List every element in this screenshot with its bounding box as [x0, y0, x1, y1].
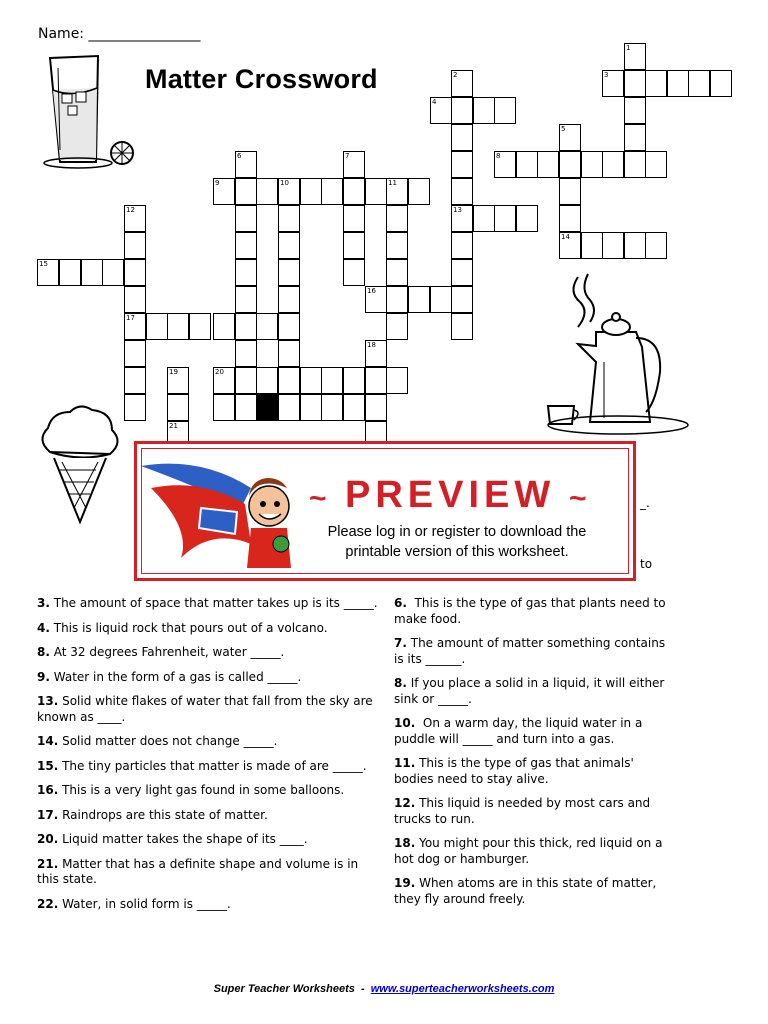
crossword-cell[interactable]: [624, 151, 646, 178]
preview-title: PREVIEW: [345, 474, 556, 516]
clue-num: 9.: [37, 669, 50, 684]
preview-banner: [134, 441, 636, 581]
clue-num: 14.: [37, 734, 59, 748]
crossword-cell[interactable]: [235, 286, 257, 313]
crossword-cell[interactable]: [278, 394, 300, 421]
crossword-cell[interactable]: [167, 394, 189, 421]
clue-item: [37, 857, 382, 888]
crossword-cell[interactable]: [408, 178, 430, 205]
crossword-cell[interactable]: [645, 70, 667, 97]
crossword-cell[interactable]: [710, 70, 732, 97]
crossword-cell[interactable]: [602, 151, 624, 178]
crossword-cell[interactable]: [624, 97, 646, 124]
across-clues: [37, 596, 382, 921]
clue-num: 18.: [394, 836, 416, 850]
clue-text: This is liquid rock that pours out of a volcano.: [49, 620, 328, 635]
clue-number: 16: [367, 287, 376, 295]
crossword-cell[interactable]: [473, 97, 495, 124]
crossword-cell[interactable]: [581, 232, 603, 259]
crossword-cell[interactable]: [624, 232, 646, 259]
crossword-cell[interactable]: [386, 367, 408, 394]
crossword-cell[interactable]: [124, 232, 146, 259]
crossword-cell[interactable]: [235, 340, 257, 367]
clue-item: [37, 897, 382, 913]
page-title: Matter Crossword: [145, 64, 378, 94]
clue-number: 17: [126, 314, 135, 322]
crossword-cell[interactable]: [581, 151, 603, 178]
crossword-cell[interactable]: [559, 232, 581, 259]
clue-item: [37, 759, 382, 775]
clue-num: 12.: [394, 796, 416, 810]
crossword-cell[interactable]: [189, 313, 211, 340]
crossword-cell[interactable]: [451, 124, 473, 151]
crossword-cell[interactable]: [321, 367, 343, 394]
crossword-cell[interactable]: [343, 151, 365, 178]
clue-num: 15.: [37, 758, 59, 773]
crossword-cell[interactable]: [124, 367, 146, 394]
crossword-cell[interactable]: [688, 70, 710, 97]
clue-item: [37, 832, 382, 848]
crossword-cell[interactable]: [386, 259, 408, 286]
crossword-cell[interactable]: [430, 97, 452, 124]
clue-num: 21.: [37, 856, 59, 871]
crossword-cell[interactable]: [300, 367, 322, 394]
crossword-cell[interactable]: [235, 313, 257, 340]
clue-item: [394, 636, 669, 667]
crossword-cell[interactable]: [408, 286, 430, 313]
crossword-cell[interactable]: [256, 394, 278, 421]
clue-item: [37, 783, 382, 799]
crossword-cell[interactable]: [516, 151, 538, 178]
crossword-cell[interactable]: [278, 313, 300, 340]
crossword-cell[interactable]: [235, 367, 257, 394]
clue-text: When atoms are in this state of matter, they fly around freely.: [394, 876, 661, 906]
crossword-cell[interactable]: [559, 178, 581, 205]
crossword-cell[interactable]: [235, 205, 257, 232]
crossword-cell[interactable]: [451, 286, 473, 313]
clue-item: [37, 808, 382, 824]
crossword-cell[interactable]: [167, 313, 189, 340]
clue-num: 3.: [37, 596, 50, 610]
clue-number: 12: [126, 206, 135, 214]
crossword-cell[interactable]: [278, 178, 300, 205]
clue-item: [394, 796, 666, 827]
clue-num: 8.: [394, 676, 407, 690]
crossword-cell[interactable]: [386, 286, 408, 313]
crossword-cell[interactable]: [235, 178, 257, 205]
crossword-cell[interactable]: [278, 340, 300, 367]
clue-text: If you place a solid in a liquid, it will either sink or _____.: [394, 676, 669, 706]
clue-num: 20.: [37, 832, 59, 846]
crossword-cell[interactable]: [235, 151, 257, 178]
crossword-cell[interactable]: [278, 286, 300, 313]
crossword-cell[interactable]: [451, 313, 473, 340]
crossword-cell[interactable]: [365, 394, 387, 421]
crossword-cell[interactable]: [645, 151, 667, 178]
crossword-cell[interactable]: [667, 70, 689, 97]
clue-text: At 32 degrees Fahrenheit, water _____.: [49, 645, 285, 659]
clue-number: 3: [604, 71, 609, 79]
name-field: Name: ________________: [38, 26, 201, 42]
crossword-cell[interactable]: [365, 286, 387, 313]
crossword-cell[interactable]: [386, 232, 408, 259]
crossword-cell[interactable]: [300, 178, 322, 205]
crossword-cell[interactable]: [124, 313, 146, 340]
down-clues: [394, 596, 670, 916]
crossword-cell[interactable]: [451, 232, 473, 259]
crossword-cell[interactable]: [473, 205, 495, 232]
clue-item: [394, 876, 666, 907]
crossword-cell[interactable]: [451, 151, 473, 178]
clue-text: On a warm day, the liquid water in a puddle will _____ and turn into a gas.: [394, 716, 647, 746]
crossword-cell[interactable]: [321, 394, 343, 421]
clue-text: This is the type of gas that animals' bodies need to stay alive.: [394, 756, 638, 786]
crossword-cell[interactable]: [37, 259, 59, 286]
clue-num: 11.: [394, 756, 416, 770]
clue-number: 2: [453, 71, 458, 79]
crossword-cell[interactable]: [343, 394, 365, 421]
clue-text: The amount of space that matter takes up is its _____.: [49, 596, 378, 610]
crossword-cell[interactable]: [451, 97, 473, 124]
tilde-right: ~: [569, 482, 587, 515]
clue-number: 5: [561, 125, 566, 133]
clue-number: 11: [388, 179, 397, 187]
coffee-pot-clipart: [538, 272, 698, 442]
crossword-cell[interactable]: [602, 232, 624, 259]
crossword-cell[interactable]: [213, 394, 235, 421]
crossword-cell[interactable]: [645, 232, 667, 259]
crossword-cell[interactable]: [494, 151, 516, 178]
crossword-cell[interactable]: [365, 340, 387, 367]
crossword-cell[interactable]: [278, 259, 300, 286]
footer: [0, 983, 768, 995]
clue-item: [37, 596, 382, 612]
crossword-cell[interactable]: [559, 205, 581, 232]
crossword-cell[interactable]: [559, 151, 581, 178]
crossword-cell[interactable]: [102, 259, 124, 286]
clue-item: [394, 676, 669, 707]
clue-number: 20: [215, 368, 224, 376]
crossword-cell[interactable]: [537, 151, 559, 178]
crossword-cell[interactable]: [256, 367, 278, 394]
preview-message: Please log in or register to download the printable version of this worksheet.: [327, 524, 587, 560]
clue-item: [37, 621, 382, 637]
clue-number: 13: [453, 206, 462, 214]
clue-text: Water in the form of a gas is called _____.: [49, 669, 302, 684]
footer-link[interactable]: www.superteacherworksheets.com: [370, 983, 555, 995]
crossword-cell[interactable]: [343, 232, 365, 259]
clue-number: 21: [169, 422, 178, 430]
clue-number: 1: [626, 44, 631, 52]
crossword-cell[interactable]: [124, 205, 146, 232]
crossword-cell[interactable]: [386, 205, 408, 232]
clue-num: 16.: [37, 783, 59, 797]
crossword-cell[interactable]: [278, 367, 300, 394]
clue-text: Matter that has a definite shape and volume is in this state.: [37, 856, 362, 886]
clue-text: The tiny particles that matter is made of are _____.: [58, 758, 367, 773]
crossword-cell[interactable]: [300, 394, 322, 421]
clue-num: 19.: [394, 876, 416, 890]
crossword-cell[interactable]: [451, 259, 473, 286]
crossword-cell[interactable]: [624, 124, 646, 151]
clue-text: The amount of matter something contains is its ______.: [394, 636, 669, 666]
crossword-cell[interactable]: [213, 313, 235, 340]
crossword-cell[interactable]: [343, 205, 365, 232]
crossword-cell[interactable]: [451, 178, 473, 205]
clue-num: 8.: [37, 645, 50, 659]
clue-text: This liquid is needed by most cars and trucks to run.: [394, 796, 654, 826]
crossword-cell[interactable]: [213, 178, 235, 205]
crossword-cell[interactable]: [386, 178, 408, 205]
clue-text: You might pour this thick, red liquid on a hot dog or hamburger.: [394, 836, 667, 866]
clue-num: 13.: [37, 694, 59, 708]
crossword-cell[interactable]: [278, 205, 300, 232]
crossword-cell[interactable]: [559, 124, 581, 151]
crossword-cell[interactable]: [256, 178, 278, 205]
footer-brand: Super Teacher Worksheets: [213, 983, 355, 995]
tilde-left: ~: [309, 482, 327, 515]
clue-text: Solid matter does not change _____.: [58, 734, 278, 748]
clue-number: 10: [280, 179, 289, 187]
crossword-cell[interactable]: [124, 340, 146, 367]
crossword-cell[interactable]: [213, 367, 235, 394]
crossword-cell[interactable]: [59, 259, 81, 286]
clue-num: 6.: [394, 596, 407, 610]
clue-text: This is the type of gas that plants need to make food.: [394, 596, 670, 626]
crossword-cell[interactable]: [343, 178, 365, 205]
to-fragment: to: [640, 557, 653, 571]
clue-num: 10.: [394, 716, 416, 730]
clue-number: 8: [496, 152, 501, 160]
clue-number: 7: [345, 152, 350, 160]
crossword-cell[interactable]: [124, 286, 146, 313]
clue-num: 4.: [37, 620, 50, 635]
superhero-mascot-icon: [141, 448, 301, 576]
crossword-cell[interactable]: [124, 259, 146, 286]
clue-number: 6: [237, 152, 242, 160]
clue-text: Liquid matter takes the shape of its ____.: [58, 832, 308, 846]
clue-text: Water, in solid form is _____.: [58, 896, 231, 911]
clue-number: 18: [367, 341, 376, 349]
clue-num: 22.: [37, 896, 59, 911]
crossword-cell[interactable]: [235, 394, 257, 421]
crossword-cell[interactable]: [343, 367, 365, 394]
crossword-cell[interactable]: [494, 205, 516, 232]
crossword-cell[interactable]: [365, 178, 387, 205]
crossword-cell[interactable]: [124, 394, 146, 421]
dot-fragment: _.: [640, 496, 650, 510]
clue-text: Solid white flakes of water that fall from the sky are known as ____.: [37, 694, 377, 724]
crossword-cell[interactable]: [278, 232, 300, 259]
clue-number: 14: [561, 233, 570, 241]
crossword-cell[interactable]: [451, 70, 473, 97]
crossword-cell[interactable]: [167, 367, 189, 394]
clue-number: 15: [39, 260, 48, 268]
crossword-cell[interactable]: [365, 367, 387, 394]
crossword-cell[interactable]: [386, 313, 408, 340]
crossword-cell[interactable]: [235, 232, 257, 259]
clue-item: [37, 645, 382, 661]
clue-item: [394, 596, 670, 627]
clue-item: [37, 670, 382, 686]
crossword-cell[interactable]: [494, 97, 516, 124]
crossword-cell[interactable]: [343, 259, 365, 286]
clue-item: [394, 756, 666, 787]
clue-num: 7.: [394, 636, 407, 650]
crossword-cell[interactable]: [256, 313, 278, 340]
crossword-cell[interactable]: [602, 70, 624, 97]
crossword-cell[interactable]: [516, 205, 538, 232]
crossword-cell[interactable]: [146, 313, 168, 340]
clue-text: Raindrops are this state of matter.: [58, 807, 268, 822]
clue-number: 4: [432, 98, 437, 106]
clue-item: [37, 734, 382, 750]
crossword-cell[interactable]: [321, 178, 343, 205]
clue-number: 9: [215, 179, 220, 187]
crossword-cell[interactable]: [81, 259, 103, 286]
clue-text: This is a very light gas found in some balloons.: [58, 783, 345, 797]
lemonade-glass-clipart: [38, 50, 138, 175]
clue-item: [37, 694, 382, 725]
crossword-cell[interactable]: [235, 259, 257, 286]
clue-number: 19: [169, 368, 178, 376]
crossword-cell[interactable]: [430, 286, 452, 313]
ice-cream-clipart: [30, 400, 130, 525]
crossword-cell[interactable]: [624, 43, 646, 70]
footer-separator: -: [354, 983, 371, 995]
clue-item: [394, 836, 666, 867]
crossword-cell[interactable]: [624, 70, 646, 97]
crossword-cell[interactable]: [451, 205, 473, 232]
clue-num: 17.: [37, 807, 59, 822]
clue-item: [394, 716, 666, 747]
